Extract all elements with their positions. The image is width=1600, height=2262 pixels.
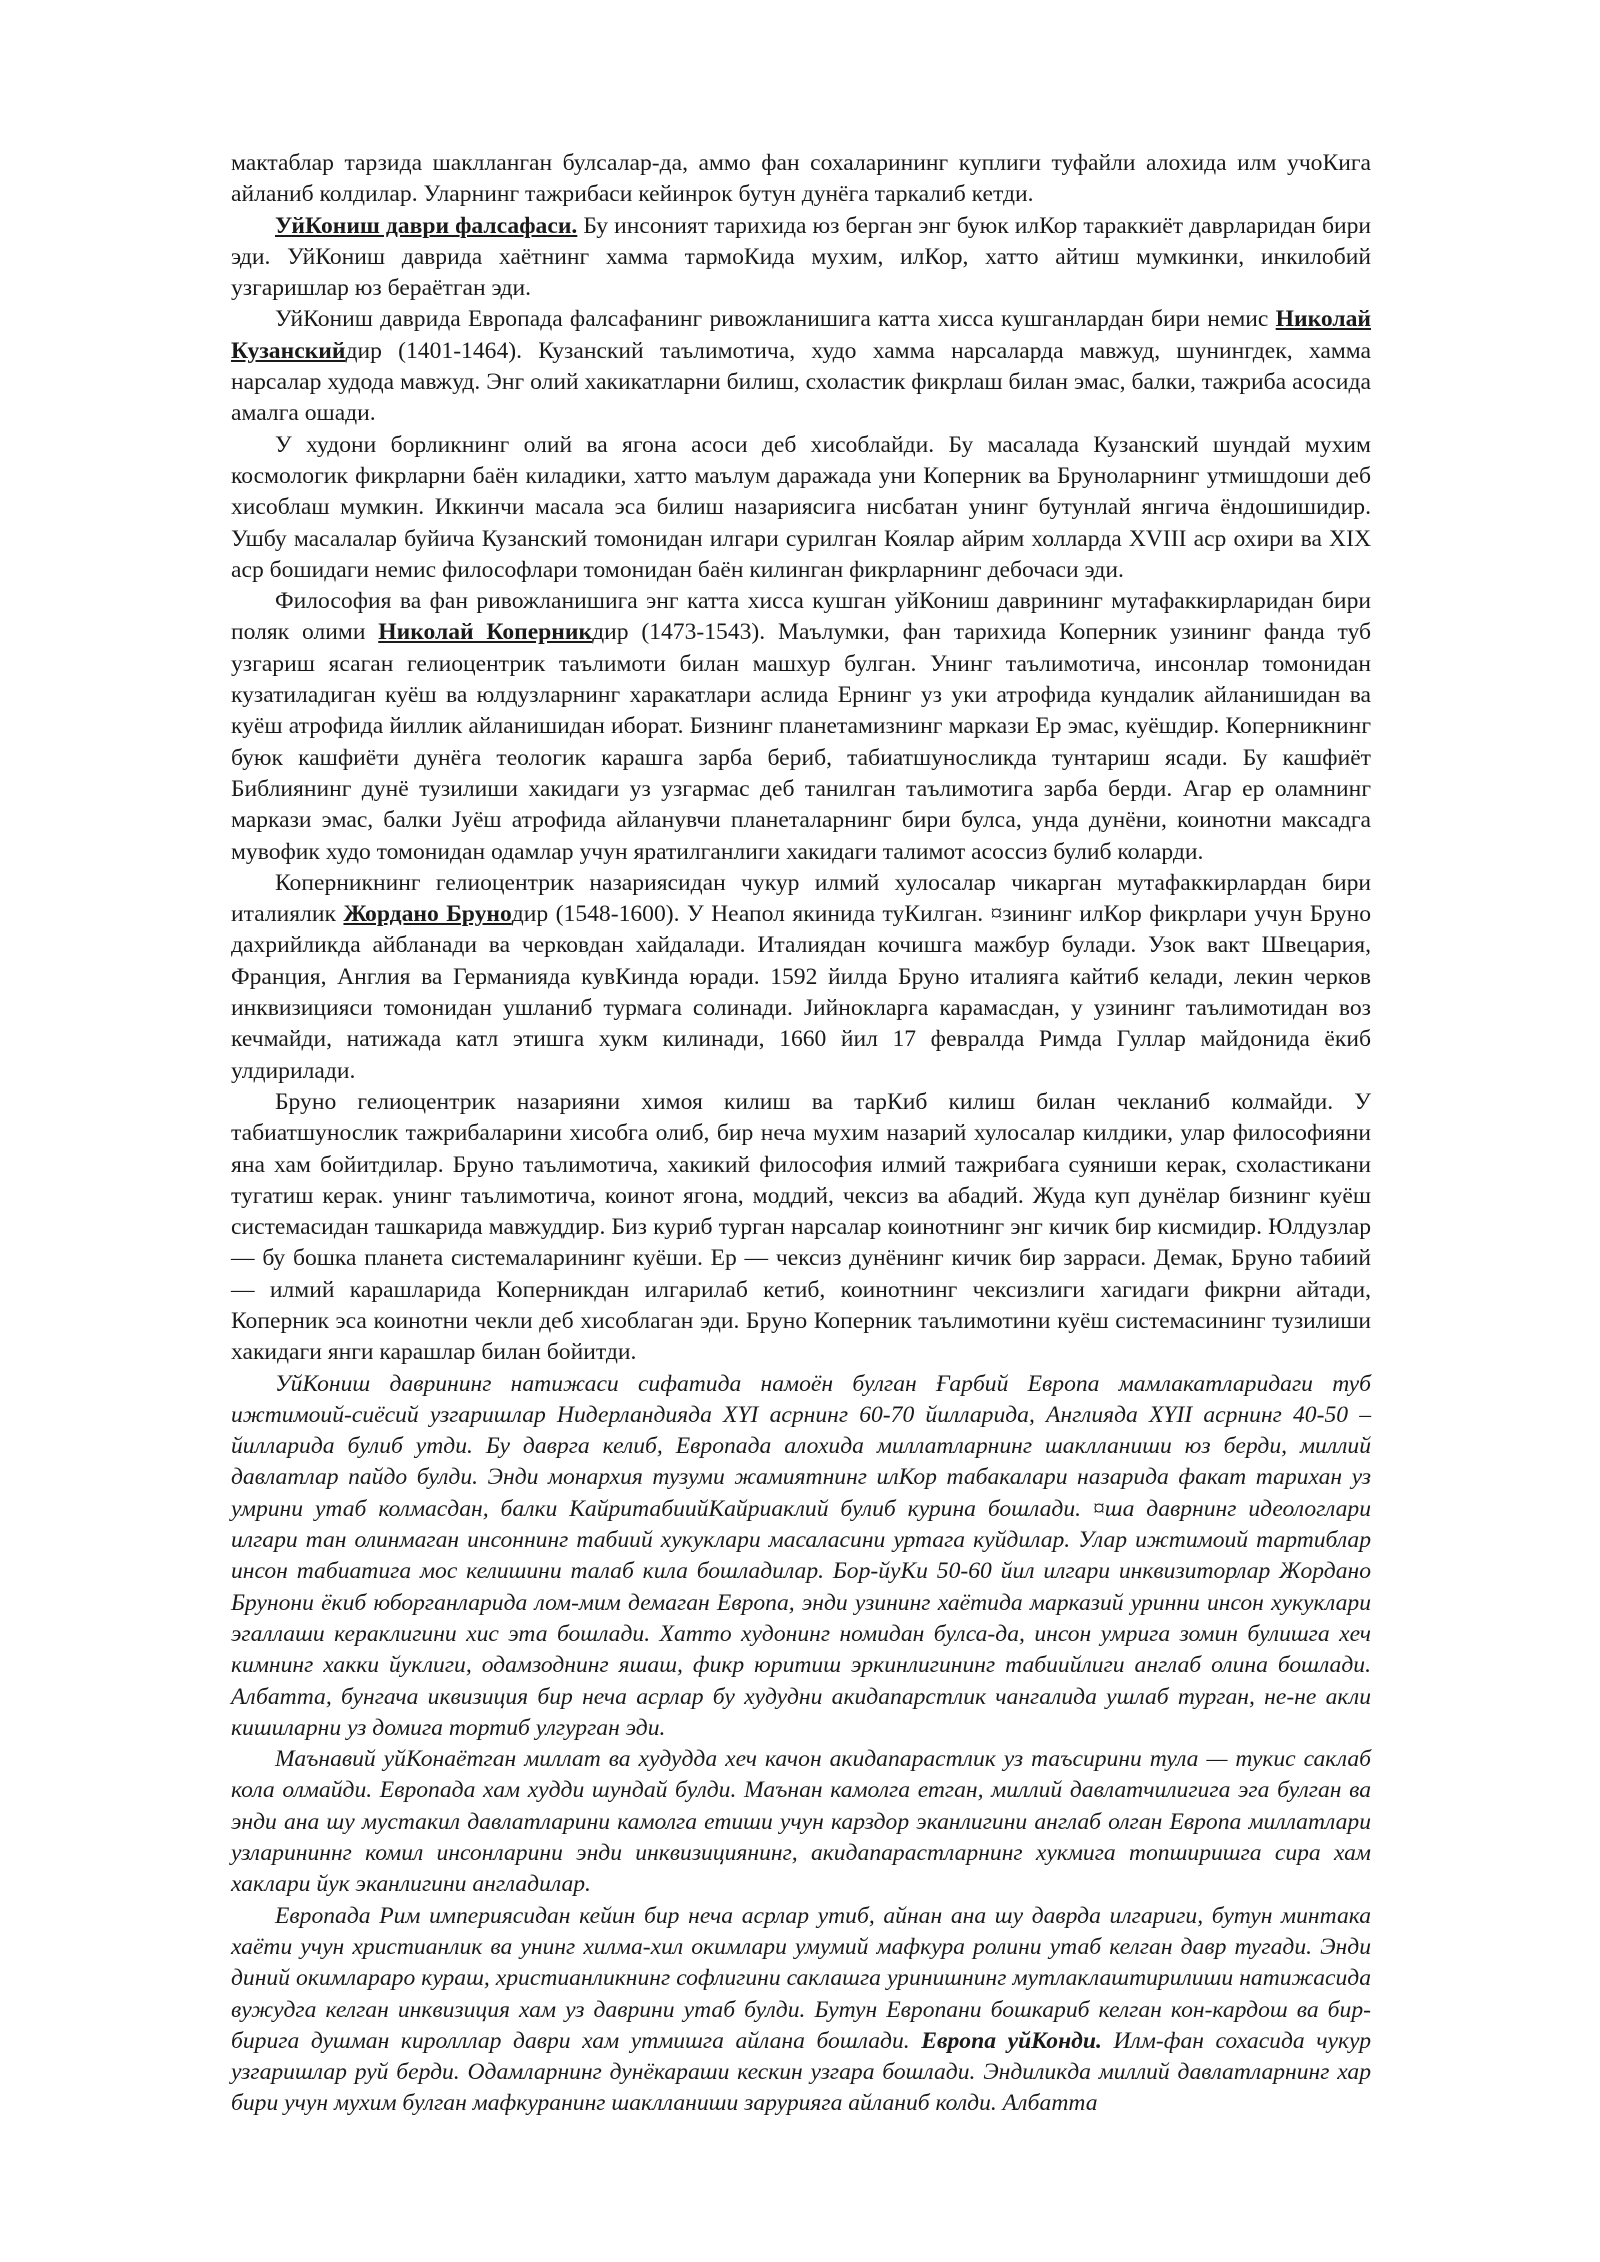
paragraph-text: дир (1401-1464). Кузанский таълимотича, худо хамма нарсаларда мавжуд, шунингдек, хамма нарсалар худода мавжуд. Энг олий хакикатларни билиш, схоластик фикрлаш билан эмас, балки, тажриба асосида амалга ошади. (231, 337, 1371, 427)
paragraph-5 (231, 586, 1371, 868)
emphasis-europe-awakened: Европа уйКонди. (921, 2027, 1102, 2054)
paragraph-3 (231, 304, 1371, 429)
paragraph-text: УйКониш даврида Европада фалсафанинг ривожланишига катта хисса кушганлардан бири немис (275, 306, 1276, 333)
paragraph-text: Европада Рим империясидан кейин бир неча асрлар утиб, айнан ана шу даврда илгариги, бутун минтака хаёти учун христианлик ва унинг хилма-хил окимлари умумий мафкура ролини утаб келган давр тугади. Энди диний окимлараро кураш, христианликнинг софлигини саклашга уринишнинг мутлаклаштирилиши натижасида вужудга келган инквизиция хам уз даврини утаб булди. Бутун Европани бошкариб келган кон-кардош ва бир-бирига душман киролллар даври хам утмишга айлана бошлади. (231, 1902, 1371, 2054)
paragraph-text: Бу инсоният тарихида юз берган энг буюк илКор тараккиёт даврларидан бири эди. УйКониш даврида хаётнинг хамма тармоКида мухим, илКор, хатто айтиш мумкинки, инкилобий узгаришлар юз бераётган эди. (231, 212, 1371, 302)
paragraph-text: У худони борликнинг олий ва ягона асоси деб хисоблайди. Бу масалада Кузанский шундай мухим космологик фикрларни баён киладики, хатто маълум даражада уни Коперник ва Бруноларнинг утмишдоши деб хисоблаш мумкин. Иккинчи масала эса билиш назариясига нисбатан унинг бутунлай янгича ёндошишидир. Ушбу масалалар буйича Кузанский томонидан илгари сурилган Коялар айрим холларда XVIII аср охири ва XIX аср бошидаги немис философлари томонидан баён килинган фикрларнинг дебочаси эди. (231, 431, 1371, 583)
name-link-copernicus[interactable]: Николай Коперник (378, 619, 593, 646)
section-heading-renaissance-philosophy[interactable]: УйКониш даври фалсафаси. (275, 212, 578, 239)
paragraph-text: Маънавий уйКонаётган миллат ва худудда хеч качон акидапарастлик уз таъсирини тула — тукис саклаб кола олмайди. Европада хам худди шундай булди. Маънан камолга етган, миллий давлатчилигига эга булган ва энди ана шу мустакил давлатларини камолга етиши учун карздор эканлигини англаб олган Европа миллатлари узларининнг комил инсонларини энди инквизициянинг, акидапарастларнинг хукмига топширишга сира хам хаклари йук эканлигини англадилар. (231, 1746, 1371, 1898)
name-link-nicholas-cusanus[interactable]: Николай Кузанский (231, 306, 1371, 364)
paragraph-text: мактаблар тарзида шаклланган булсалар-да, аммо фан сохаларининг куплиги туфайли алохида илм учоКига айланиб колдилар. Уларнинг тажрибаси кейинрок бутун дунёга таркалиб кетди. (231, 150, 1371, 208)
paragraph-8 (231, 1369, 1371, 1745)
paragraph-text: Коперникнинг гелиоцентрик назариясидан чукур илмий хулосалар чикарган мутафаккирлардан бири италиялик (231, 869, 1371, 928)
name-link-giordano-bruno[interactable]: Жордано Бруно (343, 901, 512, 928)
paragraph-text: дир (1548-1600). У Неапол якинида туКилган. ¤зининг илКор фикрлари учун Бруно дахрийликда айбланади ва черковдан хайдалади. Италиядан кочишга мажбур булади. Узок вакт Швецария, Франция, Англия ва Германияда кувКинда юради. 1592 йилда Бруно италияга кайтиб келади, лекин черков инквизицияси томонидан ушланиб турмага солинади. Јийнокларга карамасдан, у узининг таълимотидан воз кечмайди, натижада катл этишга хукм килинади, 1660 йил 17 февралда Римда Гуллар майдонида ёкиб улдирилади. (231, 901, 1372, 1084)
paragraph-4 (231, 430, 1371, 586)
paragraph-6 (231, 868, 1371, 1087)
paragraph-9 (231, 1744, 1371, 1900)
paragraph-text: Философия ва фан ривожланишига энг катта хисса кушган уйКониш даврининг мутафаккирларидан бири поляк олими (231, 588, 1371, 646)
paragraph-2 (231, 211, 1371, 305)
paragraph-10 (231, 1901, 1371, 2120)
paragraph-7 (231, 1087, 1371, 1369)
document-page (231, 148, 1371, 2120)
paragraph-text: Бруно гелиоцентрик назарияни химоя килиш ва тарКиб килиш билан чекланиб колмайди. У табиатшунослик тажрибаларини хисобга олиб, бир неча мухим назарий хулосалар килдики, улар философияни яна хам бойитдилар. Бруно таълимотича, хакикий философия илмий тажрибага суяниши керак, схоластикани тугатиш керак. унинг таълимотича, коинот ягона, моддий, чексиз ва абадий. Жуда куп дунёлар бизнинг куёш системасидан ташкарида мавжуддир. Биз куриб турган нарсалар коинотнинг энг кичик бир кисмидир. Юлдузлар — бу бошка планета системаларининг куёши. Ер — чексиз дунёнинг кичик бир зарраси. Демак, Бруно табиий — илмий карашларида Коперникдан илгарилаб кетиб, коинотнинг чексизлиги хагидаги фикрни айтади, Коперник эса коинотни чекли деб хисоблаган эди. Бруно Коперник таълимотини куёш системасининг тузилиши хакидаги янги карашлар билан бойитди. (231, 1088, 1371, 1366)
paragraph-text: дир (1473-1543). Маълумки, фан тарихида Коперник узининг фанда туб узгариш ясаган гелиоцентрик таълимоти билан машхур булган. Унинг таълимотича, инсонлар томонидан кузатиладиган куёш ва юлдузларнинг харакатлари аслида Ернинг уз уки атрофида кундалик айланишидан ва куёш атрофида йиллик айланишидан иборат. Бизнинг планетамизнинг маркази Ер эмас, куёшдир. Коперникнинг буюк кашфиёти дунёга теологик карашга зарба бериб, табиатшуносликда тунтариш ясади. Бу кашфиёт Библиянинг дунё тузилиши хакидаги уз узгармас деб танилган таълимотига зарба берди. Агар ер оламнинг маркази эмас, балки Јуёш атрофида айланувчи планеталарнинг бири булса, унда дунёни, коинотни максадга мувофик худо томонидан одамлар учун яратилганлиги хакидаги талимот асоссиз булиб коларди. (231, 619, 1371, 865)
paragraph-1 (231, 148, 1371, 211)
paragraph-text: Илм-фан сохасида чукур узгаришлар руй берди. Одамларнинг дунёкараши кескин узгара бошлади. Эндиликда миллий давлатларнинг хар бири учун мухим булган мафкуранинг шаклланиши зарурияга айланиб колди. Албатта (231, 2027, 1372, 2117)
paragraph-text: УйКониш даврининг натижаси сифатида намоён булган Ғарбий Европа мамлакатларидаги туб ижтимоий-сиёсий узгаришлар Нидерландияда XYI асрнинг 60-70 йилларида, Англияда XYII асрнинг 40-50 – йилларида булиб утди. Бу даврга келиб, Европада алохида миллатларнинг шаклланиши юз берди, миллий давлатлар пайдо булди. Энди монархия тузуми жамиятнинг илКор табакалари назарида факат тарихан уз умрини утаб колмасдан, балки КайритабиийКайриаклий булиб курина бошлади. ¤ша даврнинг идеологлари илгари тан олинмаган инсоннинг табиий хукуклари масаласини уртага куйдилар. Улар ижтимоий тартиблар инсон табиатига мос келишини талаб кила бошладилар. Бор-йуКи 50-60 йил илгари инквизиторлар Жордано Брунони ёкиб юборганларида лом-мим демаган Европа, энди узининг хаётида марказий уринни инсон хукуклари эгаллаши кераклигини хис эта бошлади. Хатто худонинг номидан булса-да, инсон умрига зомин булишга хеч кимнинг хакки йуклиги, одамзоднинг яшаш, фикр юритиш эркинлигининг табиийлиги англаб олина бошлади. Албатта, бунгача иквизиция бир неча асрлар бу худудни акидапарстлик чангалида ушлаб турган, не-не акли кишиларни уз домига тортиб улгурган эди. (231, 1370, 1371, 1741)
